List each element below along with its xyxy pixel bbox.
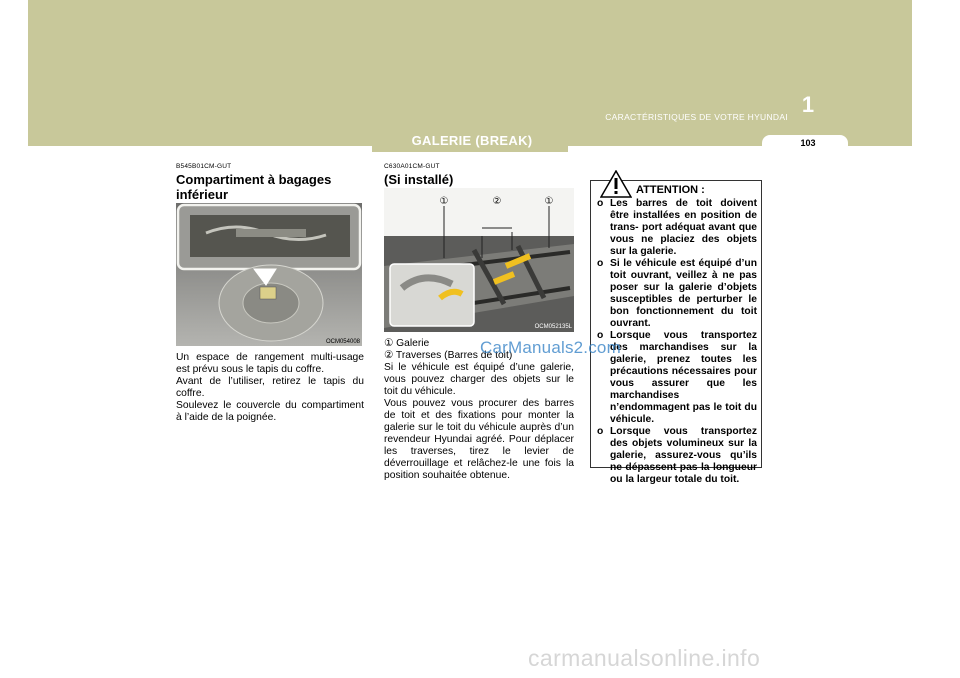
page-number: 103 <box>800 138 816 148</box>
roof-rack-illustration <box>384 188 574 332</box>
warning-title: ATTENTION : <box>636 184 705 196</box>
middle-heading: (Si installé) <box>384 172 454 187</box>
legend-item: ② Traverses (Barres de toit) <box>384 350 513 361</box>
warning-item <box>597 330 757 426</box>
left-paragraph: Un espace de rangement multi-usage est prévu sous le tapis du coffre. <box>176 352 364 375</box>
callout-2: ② <box>492 196 502 207</box>
warning-triangle-icon <box>600 170 632 198</box>
chapter-title: CARACTÉRISTIQUES DE VOTRE HYUNDAI <box>605 112 788 122</box>
roof-rack-photo <box>384 188 574 332</box>
left-paragraph: Avant de l’utiliser, retirez le tapis du coffre. <box>176 376 364 399</box>
warning-list <box>597 198 757 486</box>
chapter-number: 1 <box>801 92 815 117</box>
bullet-glyph: o <box>597 426 604 437</box>
warning-item <box>597 426 757 486</box>
left-paragraph: Soulevez le couvercle du compartiment à l’aide de la poignée. <box>176 400 364 423</box>
warning-item <box>597 198 757 258</box>
left-heading: Compartiment à bagages inférieur <box>176 172 332 202</box>
trunk-compartment-illustration <box>176 203 362 346</box>
warning-item-text: Les barres de toit doivent être installées en position de trans- port adéquat avant que vous ne placiez des objets sur la galerie. <box>610 198 757 257</box>
warning-item-text: Si le véhicule est équipé d’un toit ouvrant, veillez à ne pas poser sur la galerie d’objets susceptibles de perturber le bon fonctionnement du toit ouvrant. <box>610 258 757 329</box>
middle-section-code: C630A01CM-GUT <box>384 163 440 170</box>
middle-photo-ref: OCM052135L <box>534 324 572 330</box>
footer-watermark: carmanualsonline.info <box>528 645 761 671</box>
warning-item <box>597 258 757 330</box>
middle-paragraph: Si le véhicule est équipé d’une galerie, vous pouvez charger des objets sur le toit du véhicule. <box>384 362 574 397</box>
bullet-glyph: o <box>597 198 604 209</box>
left-section-code: B545B01CM-GUT <box>176 163 232 170</box>
left-photo-ref: OCM054008 <box>325 339 360 345</box>
trunk-compartment-photo <box>176 203 362 346</box>
left-body <box>176 352 364 424</box>
header-band <box>28 0 912 146</box>
warning-item-text: Lorsque vous transportez des marchandises sur la galerie, prenez toutes les précautions nécessaires pour vous assurer que les marchandises n’endommagent pas le toit du véhicule. <box>610 330 757 425</box>
bullet-glyph: o <box>597 258 604 269</box>
overlay-watermark: CarManuals2.com <box>480 338 621 357</box>
callout-1-left: ① <box>439 196 449 207</box>
middle-paragraph: Vous pouvez vous procurer des barres de toit et des fixations pour monter la galerie sur le toit du véhicule auprès d’un revendeur Hyundai agréé. Pour déplacer les traverses, tirez le levier de déverrouillage et relâchez-le une fois la position souhaitée obtenue. <box>384 398 574 481</box>
middle-body <box>384 338 574 482</box>
section-title: GALERIE (BREAK) <box>411 133 533 148</box>
callout-1-right: ① <box>544 196 554 207</box>
bullet-glyph: o <box>597 330 604 341</box>
warning-item-text: Lorsque vous transportez des objets volumineux sur la galerie, assurez-vous qu’ils ne dépassent pas la longueur ou la largeur totale du toit. <box>610 426 757 485</box>
legend-item: ① Galerie <box>384 338 430 349</box>
